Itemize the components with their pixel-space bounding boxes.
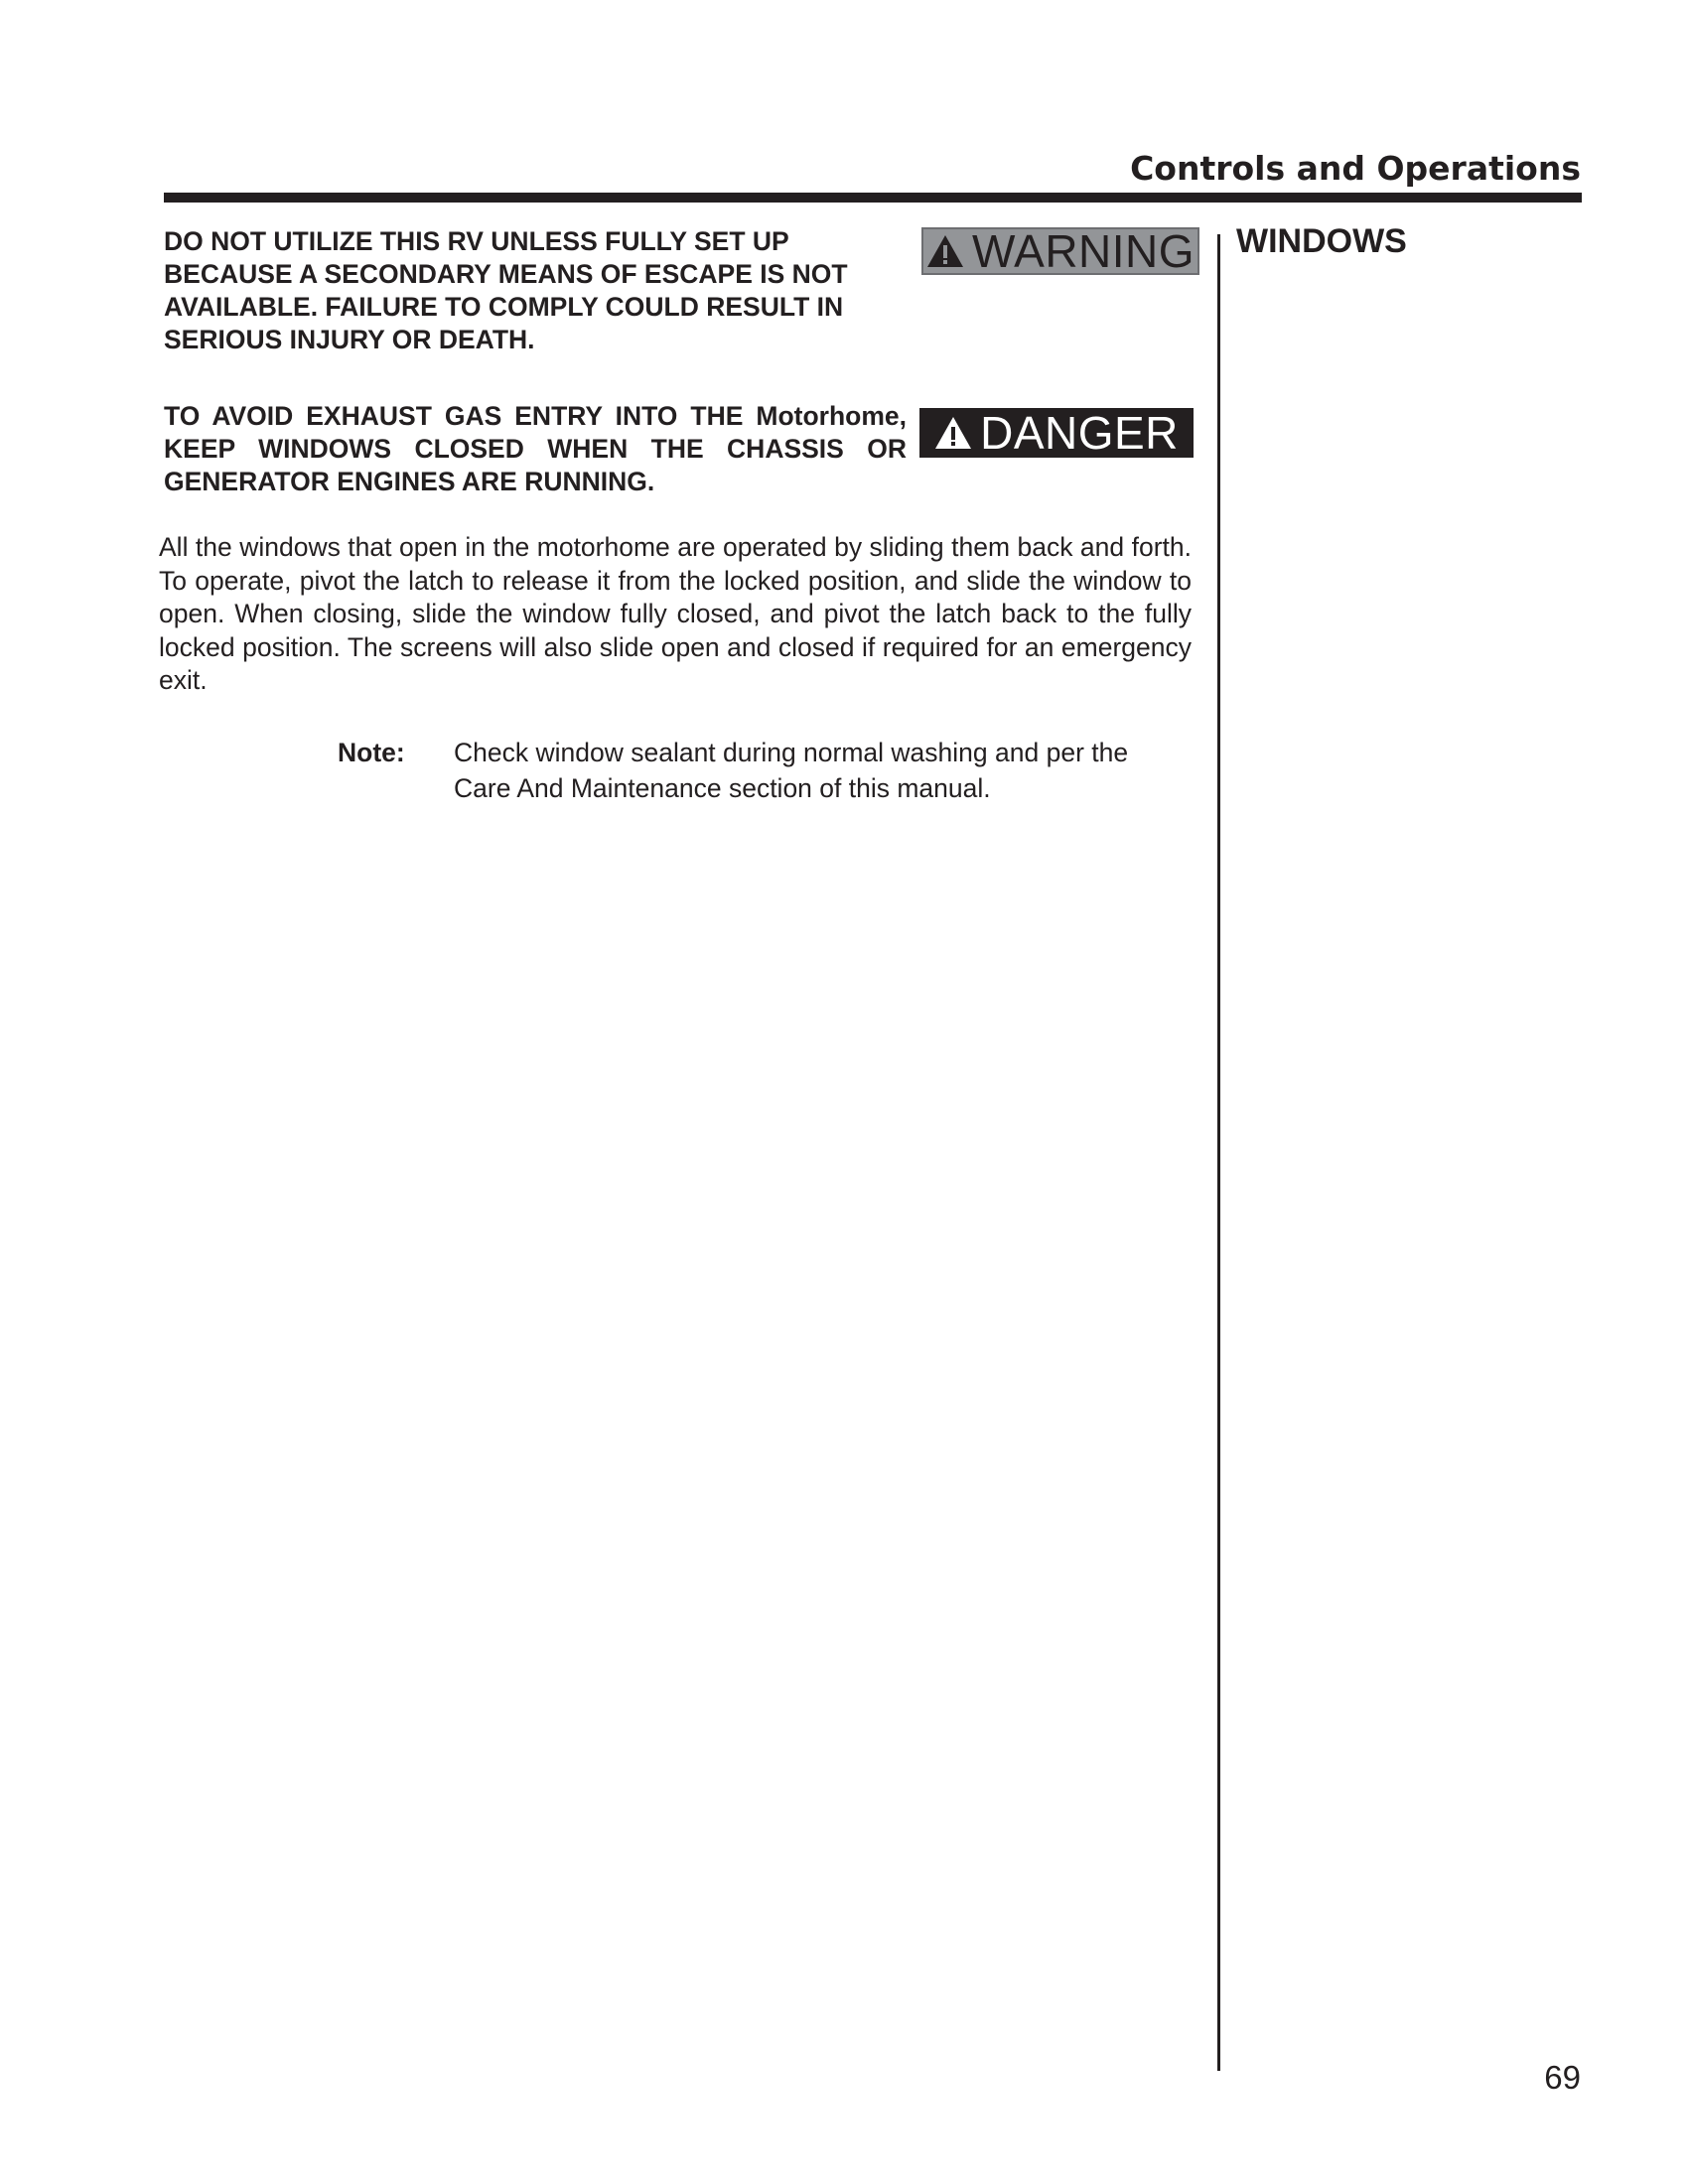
windows-body-paragraph: All the windows that open in the motorhome are operated by sliding them back and forth. To operate, pivot the latch to release it from the locked position, and slide the window to open. When closing, slide the window fully closed, and pivot the latch back to the fully locked position. The screens will also slide open and closed if required for an emergency exit. (159, 532, 1192, 695)
header-rule (164, 193, 1582, 203)
danger-badge-label: DANGER (980, 407, 1179, 459)
warning-triangle-icon (926, 233, 964, 269)
note-text: Check window sealant during normal washing and per the Care And Maintenance section of this manual. (454, 738, 1129, 803)
section-title: WINDOWS (1236, 222, 1407, 260)
warning-badge-label: WARNING (971, 225, 1196, 277)
warning-badge (921, 227, 1199, 275)
warning-notice-text: DO NOT UTILIZE THIS RV UNLESS FULLY SET UP BECAUSE A SECONDARY MEANS OF ESCAPE IS NOT AVAILABLE. FAILURE TO COMPLY COULD RESULT IN SERIOUS INJURY OR DEATH. (164, 226, 848, 354)
danger-badge (919, 408, 1194, 458)
danger-triangle-icon (934, 415, 972, 451)
column-divider (1217, 234, 1220, 2071)
page-header-title: Controls and Operations (1130, 149, 1581, 188)
danger-notice-text: TO AVOID EXHAUST GAS ENTRY INTO THE Motorhome, KEEP WINDOWS CLOSED WHEN THE CHASSIS OR GENERATOR ENGINES ARE RUNNING. (164, 401, 907, 496)
page-number: 69 (1544, 2059, 1581, 2096)
note-label: Note: (338, 738, 405, 767)
